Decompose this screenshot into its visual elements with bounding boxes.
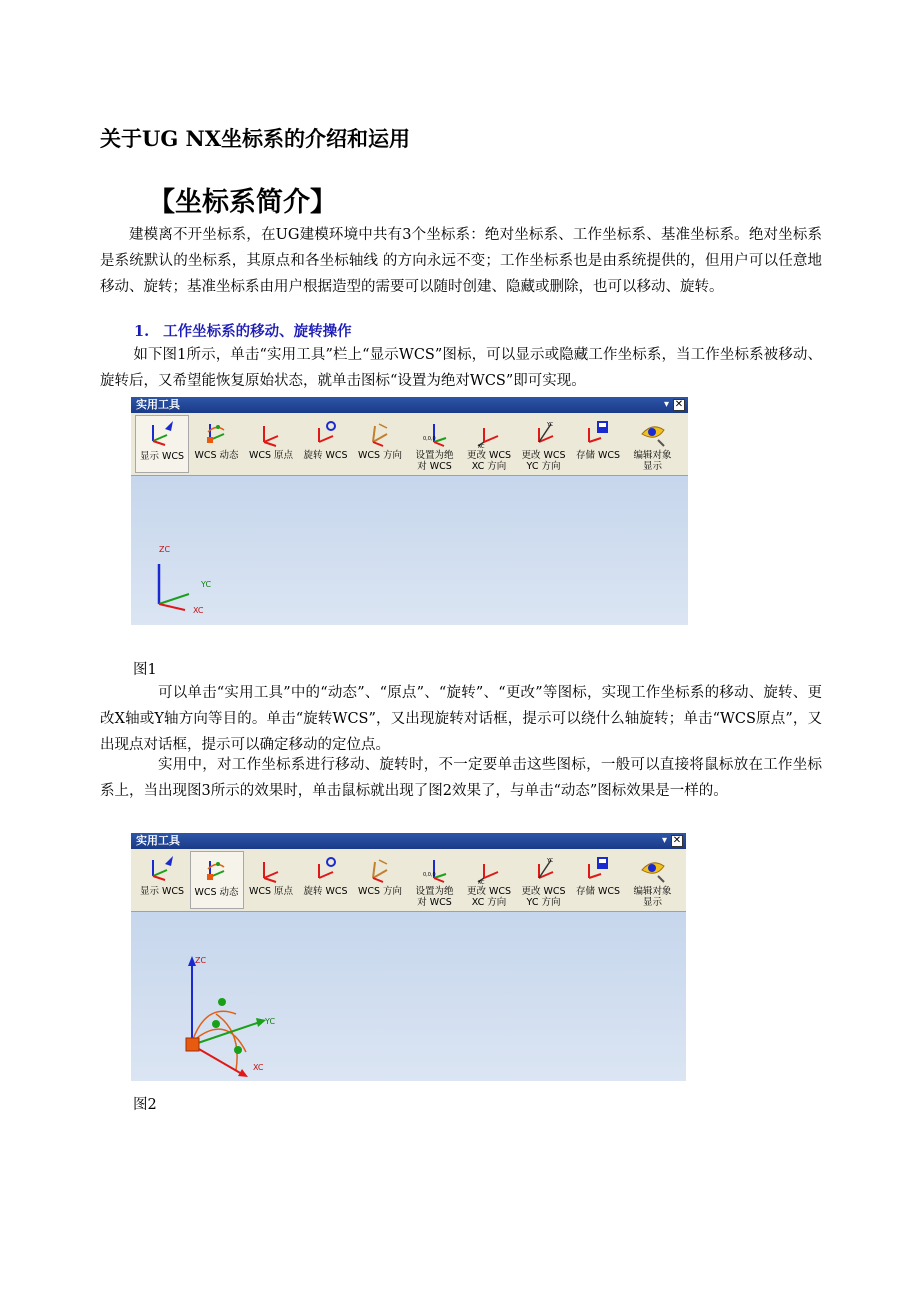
tool-label-line1: 设置为绝: [415, 886, 454, 897]
tool-label-line1: WCS 原点: [248, 886, 294, 897]
axis-label-xc: XC: [193, 606, 204, 615]
wcs-dynamic-icon: [190, 418, 244, 448]
tool-label-line2: 对 WCS: [417, 461, 452, 472]
toolbar: [131, 849, 686, 912]
toolbar-titlebar: [131, 833, 686, 849]
save-wcs-icon: [571, 418, 625, 448]
tool-button-8[interactable]: [517, 415, 571, 473]
tool-button-7[interactable]: [462, 851, 516, 909]
set-absolute-wcs-icon: [408, 418, 462, 448]
step-heading: [134, 320, 366, 341]
show-wcs-icon: [136, 419, 188, 449]
toolbar-close-icon[interactable]: ✕: [674, 399, 684, 410]
rotate-wcs-icon: [299, 418, 353, 448]
tool-button-7[interactable]: [462, 415, 516, 473]
figure-2-screenshot: [131, 833, 686, 1081]
svg-text:YC: YC: [546, 422, 553, 428]
wcs-orient-icon: [353, 854, 407, 884]
axis-label-zc: ZC: [195, 956, 207, 965]
tool-label-line1: 更改 WCS: [521, 886, 566, 897]
tool-button-2[interactable]: [190, 851, 244, 909]
tool-label-line1: 更改 WCS: [466, 886, 512, 897]
tool-label: [135, 886, 189, 897]
tool-label: [571, 450, 625, 461]
wcs-origin-icon: [244, 854, 298, 884]
tool-label-line2: 对 WCS: [417, 897, 452, 908]
tool-button-9[interactable]: [571, 851, 625, 909]
change-yc-icon: [517, 418, 571, 448]
tool-button-6[interactable]: [408, 851, 462, 909]
save-wcs-icon: [571, 854, 625, 884]
tool-label-line1: 设置为绝: [415, 450, 454, 461]
paragraph-icons: 可以单击“实用工具”中的“动态”、“原点”、“旋转”、“更改”等图标，实现工作坐标系的移动、旋转、更改X轴或Y轴方向等目的。单击“旋转WCS”，又出现旋转对话框，提示可以绕什么轴旋转；单击“WCS原点”，又出现点对话框，提示可以确定移动的定位点。: [100, 685, 822, 753]
tool-label: [571, 886, 625, 897]
change-xc-icon: [462, 418, 516, 448]
paragraph-usage: 实用中，对工作坐标系进行移动、旋转时，不一定要单击这些图标，一般可以直接将鼠标放在工作坐标系上，当出现图3所示的效果时，单击鼠标就出现了图2效果了，与单击“动态”图标效果是一样的。: [100, 757, 822, 799]
tool-label-line1: 显示 WCS: [139, 451, 185, 462]
tool-label-line1: WCS 方向: [357, 886, 403, 897]
tool-label: [626, 886, 680, 908]
wcs-dynamic-icon: [191, 855, 243, 885]
tool-label-line1: 更改 WCS: [521, 450, 566, 461]
toolbar-dropdown-icon[interactable]: ▾: [663, 399, 669, 410]
change-xc-icon: [462, 854, 516, 884]
tool-label: [191, 887, 243, 898]
tool-label-line1: 编辑对象: [633, 886, 672, 897]
tool-label: [299, 886, 353, 897]
tool-label: [626, 450, 680, 472]
figure-2-caption: 图2: [133, 1097, 157, 1113]
section-heading: 【坐标系简介】: [148, 187, 337, 218]
tool-button-9[interactable]: [571, 415, 625, 473]
tool-button-5[interactable]: [353, 415, 407, 473]
figure-1-caption: 图1: [133, 662, 157, 678]
figure-1-screenshot: [131, 397, 688, 625]
axis-label-yc: YC: [201, 580, 212, 589]
tool-label: [408, 450, 462, 472]
svg-text:YC: YC: [546, 858, 553, 864]
set-absolute-wcs-icon: [408, 854, 462, 884]
tool-label-line1: 旋转 WCS: [303, 886, 348, 897]
paragraph-fig1-intro: 如下图1所示，单击“实用工具”栏上“显示WCS”图标，可以显示或隐藏工作坐标系，当工作坐标系被移动、旋转后，又希望能恢复原始状态，就单击图标“设置为绝对WCS”即可实现。: [100, 347, 822, 389]
toolbar-close-icon[interactable]: ✕: [672, 835, 682, 846]
tool-label-line2: XC 方向: [471, 897, 507, 908]
tool-label: [353, 886, 407, 897]
tool-label-line2: 显示: [642, 897, 662, 908]
tool-label: [136, 451, 188, 462]
tool-button-8[interactable]: [517, 851, 571, 909]
tool-label: [462, 886, 516, 908]
edit-object-display-icon: [626, 418, 680, 448]
svg-text:XC: XC: [478, 444, 485, 448]
axis-label-yc: YC: [265, 1017, 276, 1026]
tool-label-line1: 显示 WCS: [139, 886, 185, 897]
toolbar-dropdown-icon[interactable]: ▾: [661, 835, 667, 846]
tool-label-line1: 编辑对象: [633, 450, 672, 461]
toolbar-titlebar: [131, 397, 688, 413]
svg-text:XC: XC: [478, 880, 485, 884]
tool-label-line2: XC 方向: [471, 461, 507, 472]
document-title: 关于UG NX坐标系的介绍和运用: [100, 126, 411, 151]
tool-button-3[interactable]: [244, 851, 298, 909]
tool-label: [190, 450, 244, 461]
tool-label: [299, 450, 353, 461]
tool-label: [353, 450, 407, 461]
tool-label-line2: 显示: [642, 461, 662, 472]
tool-label: [517, 450, 571, 472]
tool-label-line1: WCS 动态: [194, 450, 239, 461]
tool-button-4[interactable]: [299, 851, 353, 909]
svg-text:0,0,0: 0,0,0: [422, 436, 436, 442]
tool-button-5[interactable]: [353, 851, 407, 909]
tool-button-10[interactable]: [626, 851, 680, 909]
tool-label: [408, 886, 462, 908]
intro-paragraph: 建模离不开坐标系，在UG建模环境中共有3个坐标系：绝对坐标系、工作坐标系、基准坐标系。绝对坐标系是系统默认的坐标系，其原点和各坐标轴线 的方向永远不变；工作坐标系也是由系统提供的，但用户可以任意地移动、旋转；基准坐标系由用户根据造型的需要可以随时创建、隐藏或删除，也可以移动、旋转。: [100, 227, 822, 295]
wcs-orient-icon: [353, 418, 407, 448]
tool-button-1[interactable]: [135, 851, 189, 909]
tool-label-line1: WCS 原点: [248, 450, 294, 461]
tool-button-4[interactable]: [299, 415, 353, 473]
tool-label: [244, 886, 298, 897]
toolbar-title: 实用工具: [136, 398, 180, 411]
change-yc-icon: [517, 854, 571, 884]
toolbar: [131, 413, 688, 476]
tool-button-6[interactable]: [408, 415, 462, 473]
toolbar-title: 实用工具: [136, 834, 180, 847]
graphics-viewport: [131, 476, 688, 625]
tool-button-10[interactable]: [626, 415, 680, 473]
tool-label-line1: 存储 WCS: [575, 886, 621, 897]
tool-label-line2: YC 方向: [526, 897, 561, 908]
tool-label-line1: WCS 动态: [194, 887, 239, 898]
axis-label-zc: ZC: [159, 545, 171, 554]
graphics-viewport: [131, 912, 686, 1081]
tool-button-1[interactable]: [135, 415, 189, 473]
tool-label-line1: 更改 WCS: [466, 450, 512, 461]
tool-label: [462, 450, 516, 472]
tool-label-line1: WCS 方向: [357, 450, 403, 461]
tool-label-line1: 存储 WCS: [575, 450, 621, 461]
step-number: 1.: [134, 323, 150, 340]
tool-label-line1: 旋转 WCS: [303, 450, 348, 461]
step-title: 工作坐标系的移动、旋转操作: [163, 323, 352, 340]
tool-label-line2: YC 方向: [526, 461, 561, 472]
tool-label: [517, 886, 571, 908]
wcs-origin-icon: [244, 418, 298, 448]
axis-label-xc: XC: [253, 1063, 264, 1072]
tool-label: [244, 450, 298, 461]
edit-object-display-icon: [626, 854, 680, 884]
svg-text:0,0,0: 0,0,0: [422, 872, 436, 878]
rotate-wcs-icon: [299, 854, 353, 884]
show-wcs-icon: [135, 854, 189, 884]
tool-button-3[interactable]: [244, 415, 298, 473]
tool-button-2[interactable]: [190, 415, 244, 473]
